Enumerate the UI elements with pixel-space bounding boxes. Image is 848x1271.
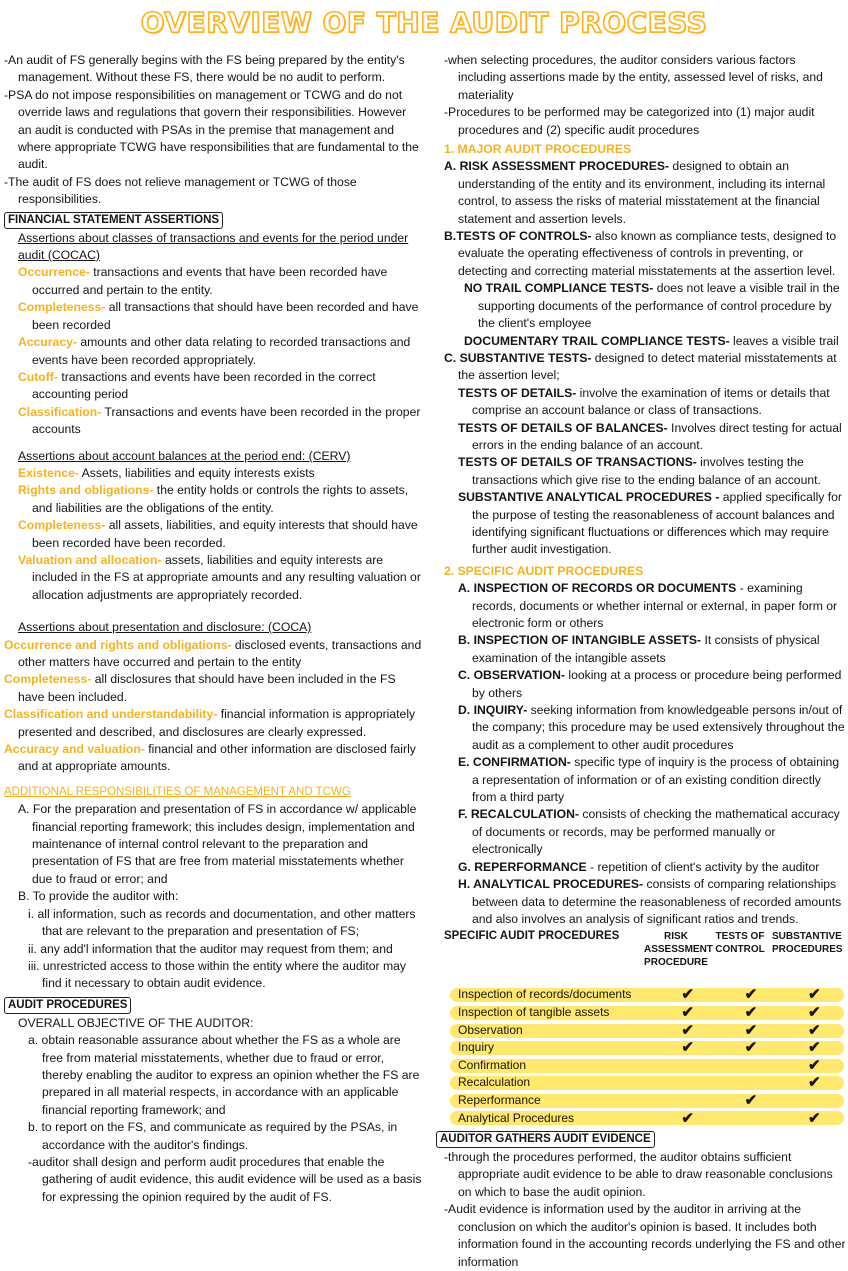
definition-item [4,517,422,552]
term: Completeness- [18,300,106,315]
definition: seeking information from knowledgeable persons in/out of the company; this procedure may be used extensively throughout the audit as a complement to other audit procedures [472,703,845,752]
evidence-paragraph: -Audit evidence is information used by the auditor in arriving at the conclusion on which the auditor's opinion is based. It includes both information found in the accounting records underlying the FS and other information [444,1202,846,1269]
definition-item [4,706,422,741]
intro-paragraph: -PSA do not impose responsibilities on management or TCWG and do not override laws and regulations that govern their responsibilities. However an audit is conducted with PSAs in the premise that management and where appropriate TCWG have responsibilities that are fundamental to the audit. [4,87,419,172]
check-icon: ✔ [744,1091,758,1109]
definition: applied specifically for the purpose of testing the reasonableness of account balances and identifying significant fluctuations or differences which may require further audit investigation. [472,490,842,557]
definition: also known as compliance tests, designed to evaluate the operating effectiveness of controls in preventing, or detecting and correcting material misstatements at the assertion level. [458,229,837,278]
objective-item: a. obtain reasonable assurance about whether the FS as a whole are free from material misstatements, whether due to fraud or error, thereby enabling the auditor to express an opinion whether the FS are prepared in all material respects, in accordance with an applicable financial reporting framework; and [28,1033,420,1117]
definition: designed to detect material misstatements at the assertion level; [458,350,837,383]
check-icon: ✔ [681,1039,694,1057]
definition: transactions and events that have been recorded have occurred and pertain to the entity. [32,265,388,297]
term: Occurrence and rights and obligations- [4,637,232,652]
specific-procedure-list [444,580,846,928]
table-row [444,1057,846,1075]
definition-item [4,637,422,672]
definition: disclosed events, transactions and other matters have occurred and pertain to the entity [18,637,422,669]
definition: Transactions and events have been recorded in the proper accounts [32,404,421,437]
control-test-type [444,333,846,350]
term: Classification and understandability- [4,707,218,722]
check-icon: ✔ [808,1004,821,1021]
term: C. OBSERVATION- [458,668,565,683]
term: Classification- [18,404,102,419]
term: SUBSTANTIVE ANALYTICAL PROCEDURES - [458,490,720,505]
definition-item [4,299,422,334]
term: TESTS OF DETAILS- [458,385,577,400]
definition: does not leave a visible trail in the supporting documents of the performance of control procedure by the client's employee [478,281,840,331]
procedures-intro: -Procedures to be performed may be categorized into (1) major audit procedures and (2) specific audit procedures [444,105,815,137]
definition: transactions and events have been recorded in the correct accounting period [32,369,376,402]
section-heading-audit-evidence: AUDITOR GATHERS AUDIT EVIDENCE [436,1131,655,1148]
term: Accuracy and valuation- [4,742,145,757]
check-icon: ✔ [744,986,758,1004]
table-body [444,986,846,1127]
assertion-list-cocac [4,264,422,438]
definition-item [444,632,846,667]
intro-paragraph: -The audit of FS does not relieve management or TCWG of those responsibilities. [4,174,357,207]
page-title: OVERVIEW OF THE AUDIT PROCESS [140,6,708,39]
definition-item [4,482,422,517]
definition: It consists of physical examination of the intangible assets [472,633,820,665]
term: G. REPERFORMANCE [458,859,587,874]
objective-heading: OVERALL OBJECTIVE OF THE AUDITOR: [18,1015,254,1030]
definition-item [444,806,846,858]
definition: financial information is appropriately presented and described, and disclosures are clearly expressed. [18,707,416,739]
term: E. CONFIRMATION- [458,755,571,770]
control-test-type [444,280,846,332]
procedure-name: Inspection of records/documents [458,987,632,1002]
check-icon: ✔ [681,1109,694,1127]
term: B. INSPECTION OF INTANGIBLE ASSETS- [458,633,702,648]
definition: all assets, liabilities, and equity interests that should have been recorded have been recorded. [32,518,418,550]
check-icon: ✔ [681,986,694,1004]
definition-item [444,859,846,876]
term: Valuation and allocation- [18,552,162,567]
term: Cutoff- [18,369,58,384]
check-icon: ✔ [808,986,821,1004]
term: Accuracy- [18,335,77,350]
section-heading-fs-assertions: FINANCIAL STATEMENT ASSERTIONS [4,212,223,229]
definition: financial and other information are disclosed fairly and at appropriate amounts. [18,742,416,774]
objective-item: b. to report on the FS, and communicate as required by the PSAs, in accordance with the auditor's findings. [28,1120,398,1152]
assertion-list-cerv [4,465,422,604]
definition-item [4,741,422,776]
term: D. INQUIRY- [458,703,528,718]
definition: leaves a visible trail [729,333,839,348]
definition-item [444,385,846,420]
responsibility-a: A. For the preparation and presentation of FS in accordance w/ applicable financial reporting framework; this includes design, implementation and maintenance of internal control relevant to the preparation and presentation of FS that are free from material misstatements whether due to fraud or error; and [18,802,417,886]
definition-item [444,420,846,455]
right-column [440,52,846,1271]
table-row [444,1092,846,1110]
procedures-intro: -when selecting procedures, the auditor considers various factors including assertions made by the entity, assessed level of risks, and materiality [444,53,823,102]
definition-item [444,876,846,928]
definition-item [4,552,422,604]
major-procedure [444,158,846,228]
term: F. RECALCULATION- [458,807,579,822]
subheading-coca: Assertions about presentation and disclosure: (COCA) [18,620,312,635]
subheading-additional-responsibilities: ADDITIONAL RESPONSIBILITIES OF MANAGEMENT AND TCWG [4,785,351,798]
definition-item [4,465,422,482]
subheading-specific-procedures: 2. SPECIFIC AUDIT PROCEDURES [444,563,644,578]
procedures-matrix-table [444,930,846,1127]
subheading-cerv: Assertions about account balances at the period end: (CERV) [18,448,351,463]
table-row [444,1022,846,1040]
term: TESTS OF DETAILS OF BALANCES- [458,420,668,435]
term: Rights and obligations- [18,483,154,498]
definition-item [444,754,846,806]
definition: all disclosures that should have been included in the FS have been included. [18,672,396,704]
major-procedure [444,350,846,385]
left-column [4,52,422,1206]
check-icon: ✔ [808,1109,821,1127]
procedure-name: Confirmation [458,1057,527,1072]
definition: looking at a process or procedure being performed by others [472,668,842,700]
col-header-risk: RISK ASSESSMENT PROCEDURE [644,931,713,969]
table-row [444,1074,846,1092]
definition: involves testing the transactions which give rise to the ending balance of an account. [472,455,821,487]
substantive-test-list [444,385,846,559]
definition-item [444,702,846,754]
auditor-note: -auditor shall design and perform audit procedures that enable the gathering of audit evidence, this audit evidence will be used as a basis for expressing the opinion required by the audit of FS. [28,1154,422,1204]
term: H. ANALYTICAL PROCEDURES- [458,877,644,892]
table-header [444,930,846,986]
definition-item [444,454,846,489]
check-icon: ✔ [808,1074,821,1092]
definition: consists of checking the mathematical accuracy of documents or records, may be performed manually or electronically [472,807,840,857]
definition-item [4,334,422,369]
procedure-name: Inspection of tangible assets [458,1005,610,1019]
table-row [444,1109,846,1127]
responsibility-b-item: iii. unrestricted access to those within the entity where the auditor may find it necessary to obtain audit evidence. [28,958,406,991]
term: TESTS OF DETAILS OF TRANSACTIONS- [458,455,697,470]
definition: - repetition of client's activity by the auditor [586,859,820,874]
definition-item [444,667,846,702]
check-icon: ✔ [744,1021,758,1039]
definition-item [4,671,422,706]
table-title: SPECIFIC AUDIT PROCEDURES [444,930,620,943]
term: Completeness- [18,518,106,533]
definition: Assets, liabilities and equity interests exists [78,465,315,480]
evidence-paragraph: -through the procedures performed, the auditor obtains sufficient appropriate audit evidence to be able to draw reasonable conclusions on which to base the audit opinion. [444,1150,833,1199]
check-icon: ✔ [681,1021,694,1039]
assertion-list-coca [4,637,422,776]
procedure-name: Recalculation [458,1075,531,1090]
procedure-name: Reperformance [458,1092,541,1107]
definition: assets, liabilities and equity interests are included in the FS at appropriate amounts and any resulting valuation or allocation adjustments are appropriately recorded. [32,552,421,602]
definition: designed to obtain an understanding of the entity and its environment, including its internal control, to assess the risks of material misstatement at the financial statement and assertion levels. [458,159,826,226]
col-header-substantive: SUBSTANTIVE PROCEDURES [772,931,843,956]
definition: Involves direct testing for actual errors in the ending balance of an account. [472,420,842,452]
check-icon: ✔ [808,1039,821,1057]
major-procedure [444,228,846,280]
term: Existence- [18,465,79,480]
responsibility-b: B. To provide the auditor with: [18,889,179,904]
table-row [444,986,846,1004]
check-icon: ✔ [808,1056,821,1074]
check-icon: ✔ [808,1021,821,1039]
check-icon: ✔ [744,1039,758,1057]
intro-paragraph: -An audit of FS generally begins with the FS being prepared by the entity's management. Without these FS, there would be no audit to perform. [4,53,405,85]
term: A. INSPECTION OF RECORDS OR DOCUMENTS [458,581,737,596]
definition: involve the examination of items or details that comprise an account balance or class of transactions. [472,385,830,418]
definition: all transactions that should have been recorded and have been recorded [32,300,419,332]
procedure-name: Observation [458,1022,523,1037]
definition: amounts and other data relating to recorded transactions and events have been recorded appropriately. [32,335,411,367]
subheading-major-procedures: 1. MAJOR AUDIT PROCEDURES [444,142,632,157]
definition-item [444,489,846,559]
definition: - examining records, documents or whether internal or external, in paper form or electronic form or others [472,581,838,630]
definition-item [444,580,846,632]
definition-item [4,264,422,299]
term: A. RISK ASSESSMENT PROCEDURES- [444,159,670,174]
subheading-cocac: Assertions about classes of transactions and events for the period under audit (COCAC) [18,230,409,263]
definition: specific type of inquiry is the process of obtaining a representation of information or of an existing condition directly from a third party [472,755,840,805]
definition: consists of comparing relationships between data to determine the reasonableness of recorded amounts and also involves an analysis of significant ratios and trends. [472,877,842,926]
col-header-toc: TESTS OF CONTROL [715,931,765,956]
procedure-name: Analytical Procedures [458,1110,575,1125]
check-icon: ✔ [681,1004,694,1021]
responsibility-b-item: i. all information, such as records and documentation, and other matters that are relevant to the preparation and presentation of FS; [28,906,416,939]
procedure-name: Inquiry [458,1040,495,1055]
section-heading-audit-procedures: AUDIT PROCEDURES [4,997,131,1014]
table-row [444,1004,846,1022]
definition-item [4,404,422,439]
term: Occurrence- [18,265,90,280]
check-icon: ✔ [744,1004,758,1021]
term: NO TRAIL COMPLIANCE TESTS- [464,281,654,296]
term: DOCUMENTARY TRAIL COMPLIANCE TESTS- [464,333,730,348]
table-row [444,1039,846,1057]
definition: the entity holds or controls the rights to assets, and liabilities are the obligations of the entity. [32,483,409,515]
definition-item [4,369,422,404]
term: B.TESTS OF CONTROLS- [444,229,592,244]
responsibility-b-item: ii. any add'l information that the auditor may request from them; and [28,941,393,956]
term: Completeness- [4,672,92,687]
term: C. SUBSTANTIVE TESTS- [444,350,592,365]
